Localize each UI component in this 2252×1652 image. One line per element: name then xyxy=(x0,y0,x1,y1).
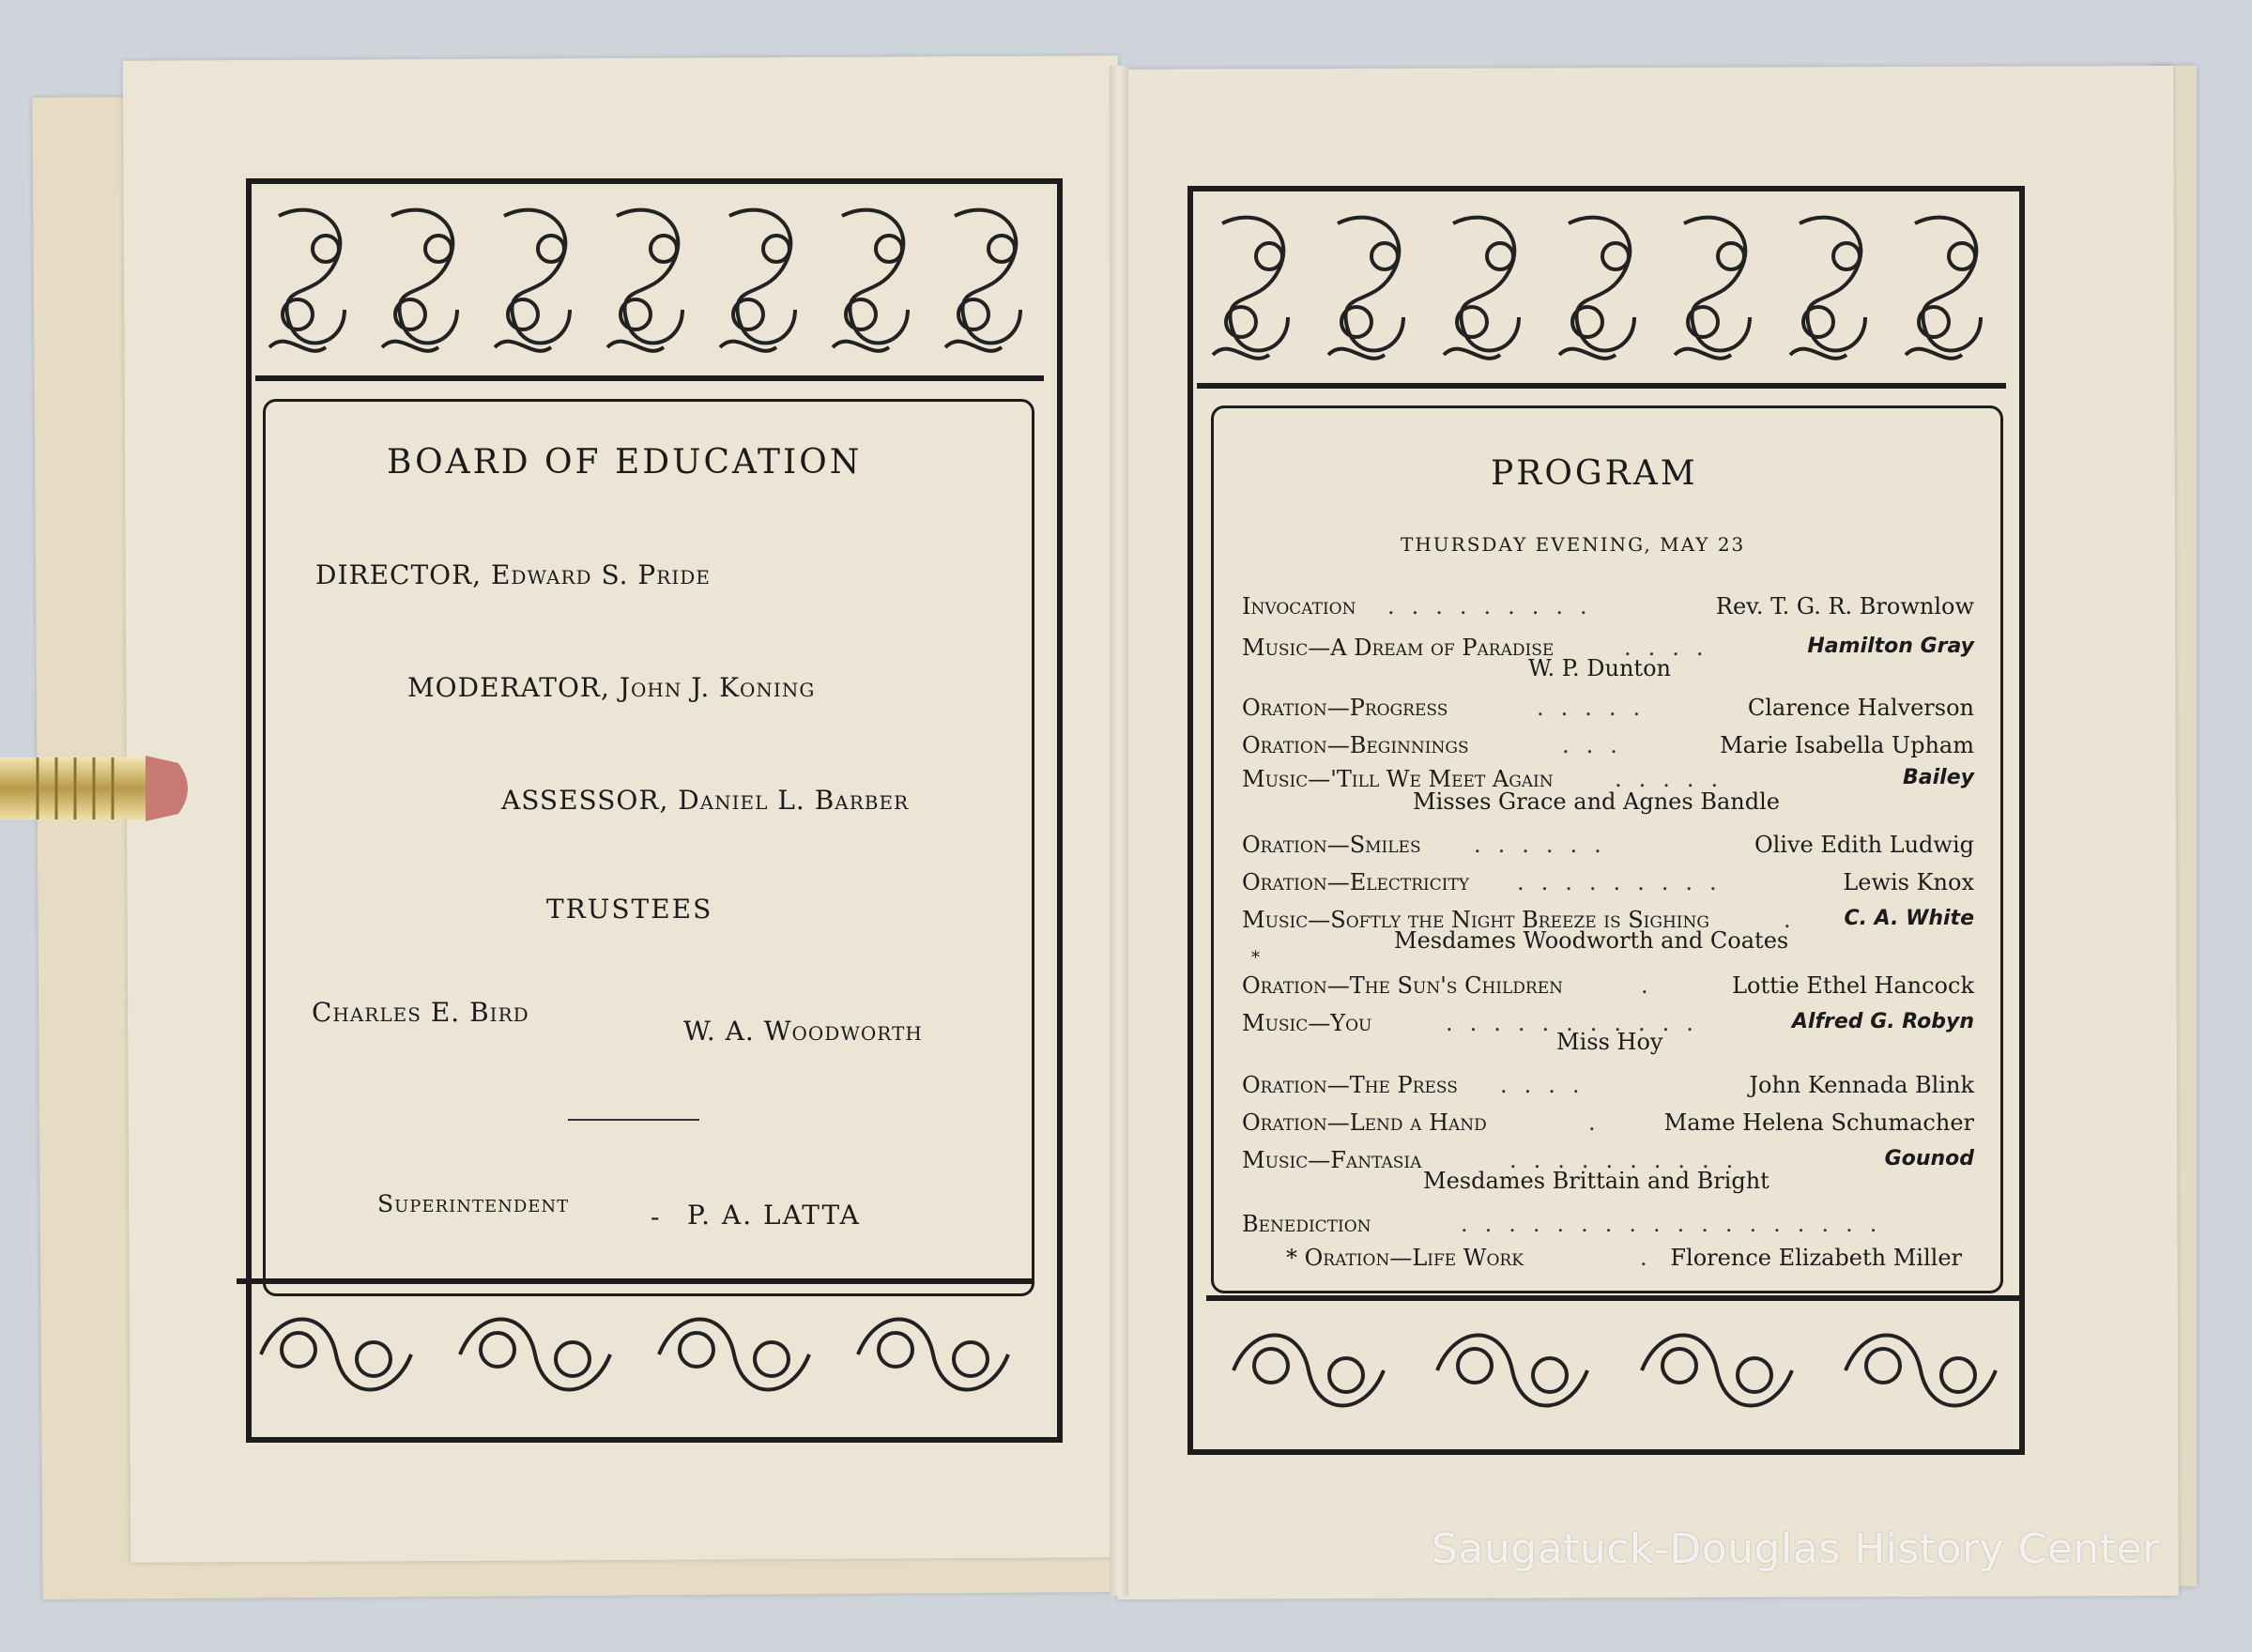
program-item-performer: C. A. White xyxy=(1844,907,1974,930)
board-title: BOARD OF EDUCATION xyxy=(387,443,863,482)
program-item-title: Benediction xyxy=(1242,1211,1371,1237)
program-item xyxy=(1242,869,1974,901)
program-item xyxy=(1242,1211,1974,1243)
program-item-performer: Marie Isabella Upham xyxy=(1720,732,1974,758)
program-item-title: Music—Softly the Night Breeze is Sighing xyxy=(1242,907,1709,933)
program-item xyxy=(1242,1072,1974,1104)
program-item-performers: W. P. Dunton xyxy=(1528,655,1671,681)
program-item-title: Oration—Lend a Hand xyxy=(1242,1109,1487,1136)
leader-dots: .......... xyxy=(1509,1147,1751,1173)
leader-dots: . xyxy=(1641,972,1665,999)
leader-dots: ..... xyxy=(1537,695,1658,721)
leader-dots: ........... xyxy=(1446,1010,1710,1036)
program-item xyxy=(1242,695,1974,727)
left-bottom-ornament-band xyxy=(237,1278,1033,1425)
program-item-performers: Miss Hoy xyxy=(1556,1029,1663,1055)
program-item-title: Oration—Electricity xyxy=(1242,869,1470,895)
program-date: THURSDAY EVENING, MAY 23 xyxy=(1401,533,1746,556)
right-top-ornament-band xyxy=(1197,195,2006,389)
program-item xyxy=(1242,732,1974,764)
program-item-performer: Rev. T. G. R. Brownlow xyxy=(1715,593,1974,620)
program-item-performer: Bailey xyxy=(1903,766,1974,789)
moderator-line: MODERATOR, John J. Koning xyxy=(407,672,816,703)
program-item xyxy=(1242,593,1974,625)
superintendent-dash: - xyxy=(651,1201,661,1232)
leader-dots: ..... xyxy=(1615,766,1736,792)
program-item-performers: Mesdames Woodworth and Coates xyxy=(1394,927,1789,954)
program-item-title: Oration—The Press xyxy=(1242,1072,1458,1098)
leader-dots: ......... xyxy=(1517,869,1734,895)
leader-dots: . xyxy=(1640,1245,1664,1271)
program-item-performer: Alfred G. Robyn xyxy=(1791,1010,1974,1033)
trustee-bird: Charles E. Bird xyxy=(312,997,529,1028)
program-item-performer: Clarence Halverson xyxy=(1747,695,1974,721)
program-item-title: Oration—Beginnings xyxy=(1242,732,1469,758)
program-item xyxy=(1242,1109,1974,1141)
leader-dots: . xyxy=(1784,907,1808,933)
leader-dots: .................. xyxy=(1461,1211,1894,1237)
watermark-text: Saugatuck-Douglas History Center xyxy=(1432,1525,2160,1573)
leader-dots: ......... xyxy=(1387,593,1604,620)
asterisk-mark: * xyxy=(1251,948,1261,968)
leader-dots: ... xyxy=(1562,732,1634,758)
trustees-heading: TRUSTEES xyxy=(546,894,713,925)
program-item-performer: John Kennada Blink xyxy=(1749,1072,1974,1098)
superintendent-label: Superintendent xyxy=(377,1190,570,1217)
program-item xyxy=(1242,972,1974,1004)
assessor-line: ASSESSOR, Daniel L. Barber xyxy=(501,785,910,816)
program-item-title: Music—You xyxy=(1242,1010,1372,1036)
program-item-title: Music—Fantasia xyxy=(1242,1147,1422,1173)
program-title: PROGRAM xyxy=(1491,454,1698,493)
program-item-performer: Olive Edith Ludwig xyxy=(1754,832,1974,858)
program-item-title: Music—'Till We Meet Again xyxy=(1242,766,1554,792)
program-item-title: Oration—Progress xyxy=(1242,695,1448,721)
right-bottom-ornament-band xyxy=(1206,1295,2023,1440)
left-top-ornament-band xyxy=(255,188,1044,381)
leader-dots: ...... xyxy=(1474,832,1618,858)
trustee-woodworth: W. A. Woodworth xyxy=(683,1016,923,1047)
pencil-eraser-icon xyxy=(0,746,197,831)
program-item-title: Oration—The Sun's Children xyxy=(1242,972,1563,999)
program-item-performer: Hamilton Gray xyxy=(1807,635,1974,658)
program-item-title: Invocation xyxy=(1242,593,1356,620)
leader-dots: .... xyxy=(1624,635,1721,661)
director-line: DIRECTOR, Edward S. Pride xyxy=(315,559,711,590)
leader-dots: . xyxy=(1588,1109,1613,1136)
program-item-performers: Mesdames Brittain and Bright xyxy=(1423,1168,1769,1194)
leader-dots: .... xyxy=(1500,1072,1597,1098)
program-item-title: * Oration—Life Work xyxy=(1286,1245,1524,1271)
program-item xyxy=(1242,832,1974,864)
program-item-performer: Lottie Ethel Hancock xyxy=(1732,972,1974,999)
program-item-title: Music—A Dream of Paradise xyxy=(1242,635,1555,661)
program-item-performer: Florence Elizabeth Miller xyxy=(1670,1245,1962,1271)
program-item-performer: Lewis Knox xyxy=(1843,869,1974,895)
superintendent-name: P. A. LATTA xyxy=(687,1200,861,1231)
left-inner-frame xyxy=(263,399,1034,1296)
program-item-performer: Gounod xyxy=(1884,1147,1974,1170)
program-item-title: Oration—Smiles xyxy=(1242,832,1421,858)
program-item-performer: Mame Helena Schumacher xyxy=(1663,1109,1974,1136)
program-item-performers: Misses Grace and Agnes Bandle xyxy=(1413,788,1780,815)
program-item xyxy=(1286,1245,1962,1277)
divider-line xyxy=(568,1119,699,1121)
book-spine xyxy=(1110,66,1128,1596)
